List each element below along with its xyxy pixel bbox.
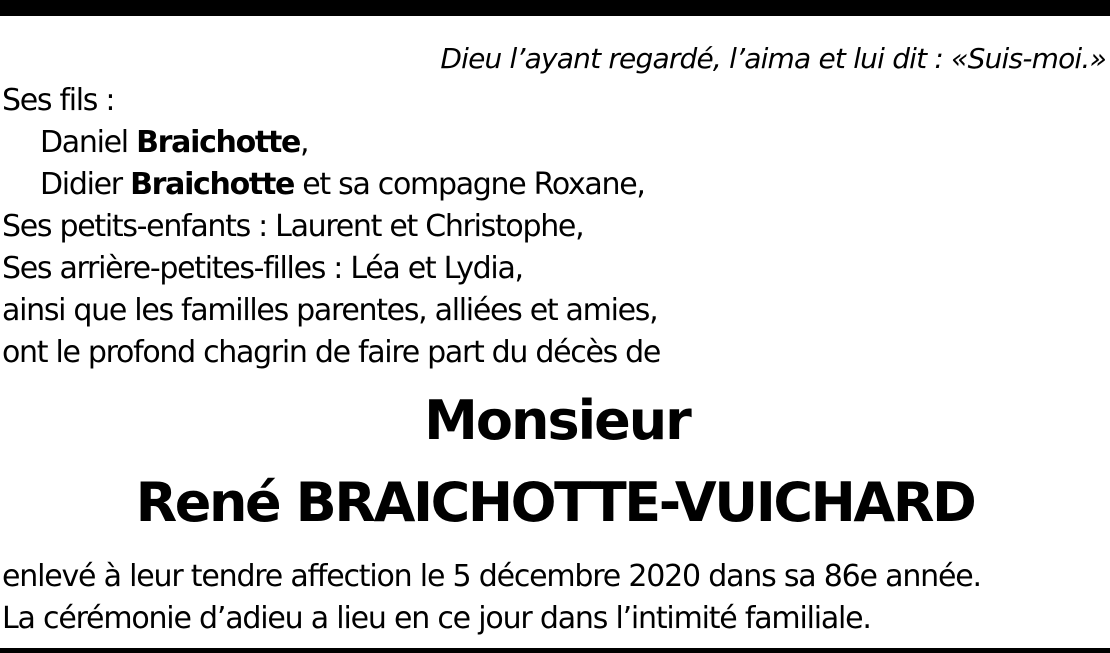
deceased-name: René BRAICHOTTE-VUICHARD [135, 471, 975, 534]
son-last-name: Braichotte [136, 125, 301, 160]
epigraph-quote: Dieu l’ayant regardé, l’aima et lui dit : «Suis-moi.» [440, 42, 1106, 75]
son-line-suffix: , [300, 125, 309, 160]
honorific-title: Monsieur [424, 389, 690, 452]
bottom-border-bar [0, 648, 1110, 653]
son-last-name: Braichotte [130, 167, 295, 202]
son-first-name: Didier [40, 167, 122, 202]
announcement-line: ont le profond chagrin de faire part du décès de [2, 335, 661, 370]
son-line-didier [40, 164, 645, 206]
son-line-suffix: et sa compagne Roxane, [294, 167, 645, 202]
sons-heading: Ses fils : [2, 83, 115, 118]
grandchildren-line: Ses petits-enfants : Laurent et Christophe, [2, 209, 584, 244]
top-border-bar [0, 0, 1110, 16]
families-line: ainsi que les familles parentes, alliées et amies, [2, 293, 658, 328]
ceremony-line: La cérémonie d’adieu a lieu en ce jour dans l’intimité familiale. [2, 601, 871, 636]
son-line-daniel [40, 122, 308, 164]
great-granddaughters-line: Ses arrière-petites-filles : Léa et Lydia, [2, 251, 523, 286]
death-date-line: enlevé à leur tendre affection le 5 décembre 2020 dans sa 86e année. [2, 559, 981, 594]
son-first-name: Daniel [40, 125, 128, 160]
